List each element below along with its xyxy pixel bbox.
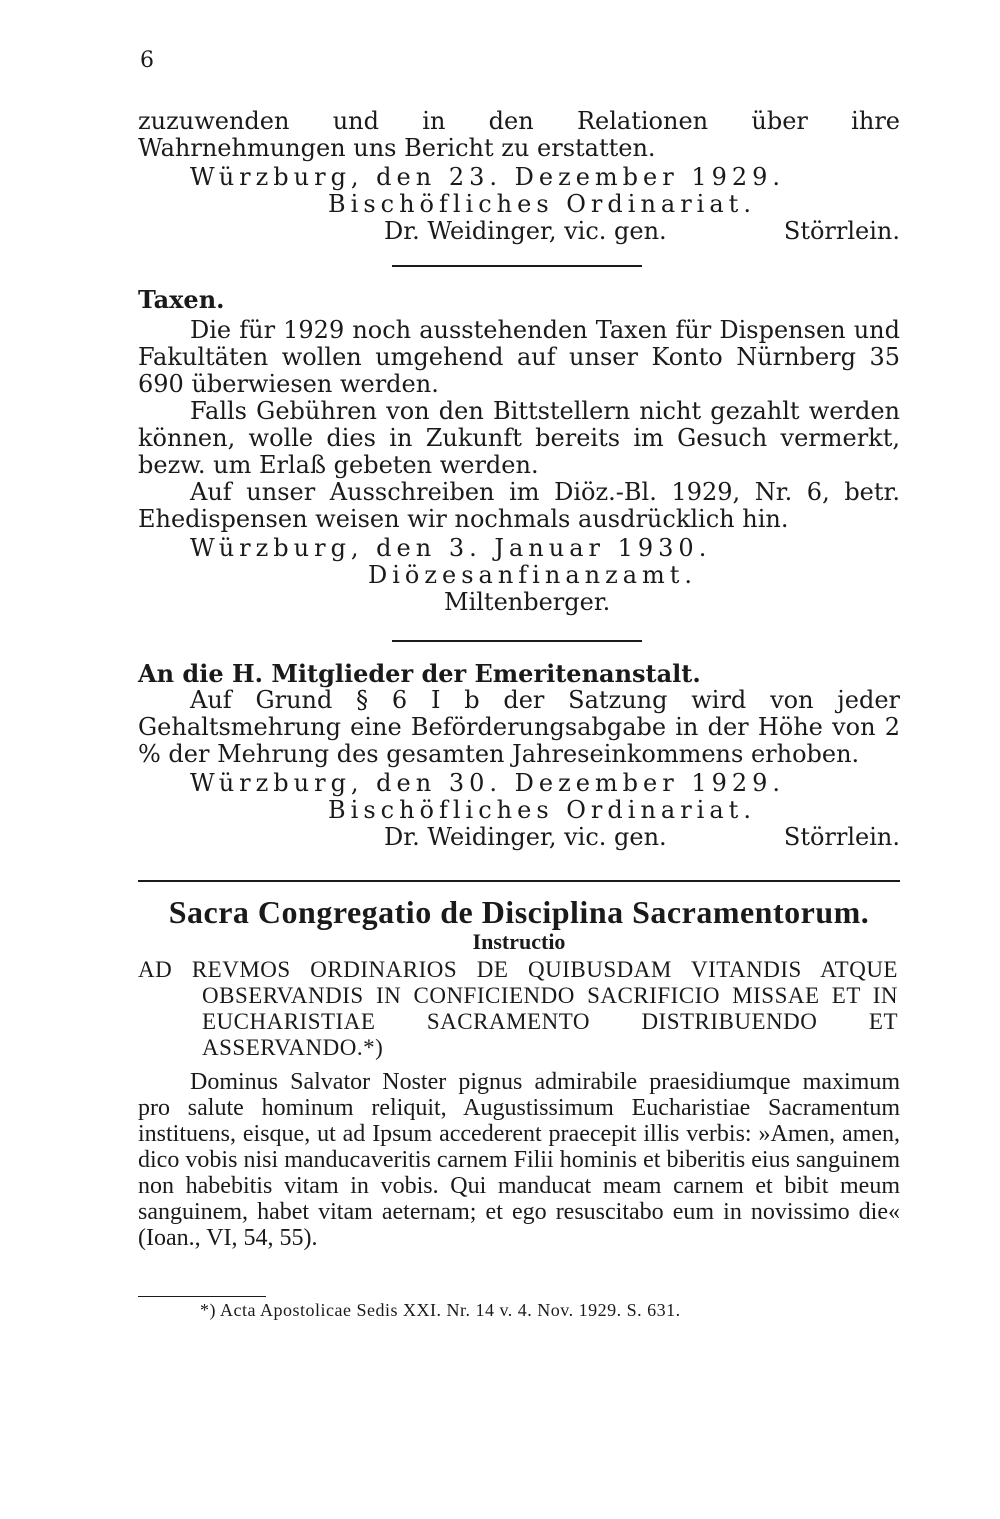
section-heading-taxen: Taxen. bbox=[138, 285, 225, 314]
signature-row bbox=[384, 218, 900, 245]
section-heading-emeritenanstalt: An die H. Mitglieder der Emeritenanstalt. bbox=[138, 659, 701, 688]
signatory-vicar-general: Dr. Weidinger, vic. gen. bbox=[384, 823, 667, 851]
section-closing-relationen bbox=[138, 108, 900, 245]
signatory-stoerrlein: Störrlein. bbox=[783, 823, 900, 851]
date-line: Würzburg, den 23. Dezember 1929. bbox=[190, 163, 786, 191]
caps-heading: AD REVMOS ORDINARIOS DE QUIBUSDAM VITANDIS ATQUE OBSERVANDIS IN CONFICIENDO SACRIFICIO MISSAE ET IN EUCHARISTIAE SACRAMENTO DISTRIBUENDO ET ASSERVANDO.*) bbox=[138, 957, 898, 1060]
section-sacra-congregatio bbox=[138, 894, 900, 1251]
paragraph-taxen-1: Die für 1929 noch ausstehenden Taxen für Dispensen und Fakultäten wollen umgehend auf unser Konto Nürnberg 35 690 überwiesen werden. bbox=[138, 316, 900, 398]
paragraph-taxen-2: Falls Gebühren von den Bittstellern nicht gezahlt werden können, wolle dies in Zukunft bereits im Gesuch vermerkt, bezw. um Erlaß gebeten werden. bbox=[138, 397, 900, 479]
separator-rule bbox=[392, 640, 642, 642]
section-emeritenanstalt bbox=[138, 660, 900, 851]
subtitle-instructio: Instructio bbox=[472, 929, 566, 954]
paragraph-emeritenanstalt: Auf Grund § 6 I b der Satzung wird von jeder Gehaltsmehrung eine Beförderungsabgabe in der Höhe von 2 % der Mehrung des gesamten Jahreseinkommens erhoben. bbox=[138, 686, 900, 768]
footnote-rule bbox=[138, 1296, 266, 1297]
authority-line: Bischöfliches Ordinariat. bbox=[328, 190, 756, 218]
page-number: 6 bbox=[140, 48, 154, 73]
section-title-sacra-congregatio: Sacra Congregatio de Disciplina Sacramentorum. bbox=[168, 894, 870, 930]
section-taxen bbox=[138, 286, 900, 616]
separator-rule bbox=[392, 265, 642, 267]
date-line: Würzburg, den 30. Dezember 1929. bbox=[190, 769, 786, 797]
paragraph-taxen-3: Auf unser Ausschreiben im Diöz.-Bl. 1929, Nr. 6, betr. Ehedispensen weisen wir nochmals ausdrücklich hin. bbox=[138, 478, 900, 533]
separator-rule-long bbox=[138, 880, 900, 882]
signatory-vicar-general: Dr. Weidinger, vic. gen. bbox=[384, 217, 667, 245]
signatory-miltenberger: Miltenberger. bbox=[444, 588, 611, 616]
paragraph-dominus-salvator: Dominus Salvator Noster pignus admirabile praesidiumque maximum pro salute hominum reliquit, Augustissimum Eucharistiae Sacramentum instituens, eisque, ut ad Ipsum accederent praecepit illis verbis: »Amen, amen, dico vobis nisi manducaveritis carnem Filii hominis et biberitis eius sanguinem non habebitis vitam in vobis. Qui manducat meam carnem et bibit meum sanguinem, habet vitam aeternam; et ego resuscitabo eum in novissimo die« (Ioan., VI, 54, 55). bbox=[138, 1069, 900, 1251]
signature-row bbox=[384, 824, 900, 851]
signatory-stoerrlein: Störrlein. bbox=[783, 217, 900, 245]
paragraph-relationen: zuzuwenden und in den Relationen über ihre Wahrnehmungen uns Bericht zu erstatten. bbox=[138, 107, 900, 162]
footnote: *) Acta Apostolicae Sedis XXI. Nr. 14 v. 4. Nov. 1929. S. 631. bbox=[200, 1300, 681, 1320]
authority-line: Diözesanfinanzamt. bbox=[368, 561, 698, 589]
authority-line: Bischöfliches Ordinariat. bbox=[328, 796, 756, 824]
date-line: Würzburg, den 3. Januar 1930. bbox=[190, 534, 712, 562]
